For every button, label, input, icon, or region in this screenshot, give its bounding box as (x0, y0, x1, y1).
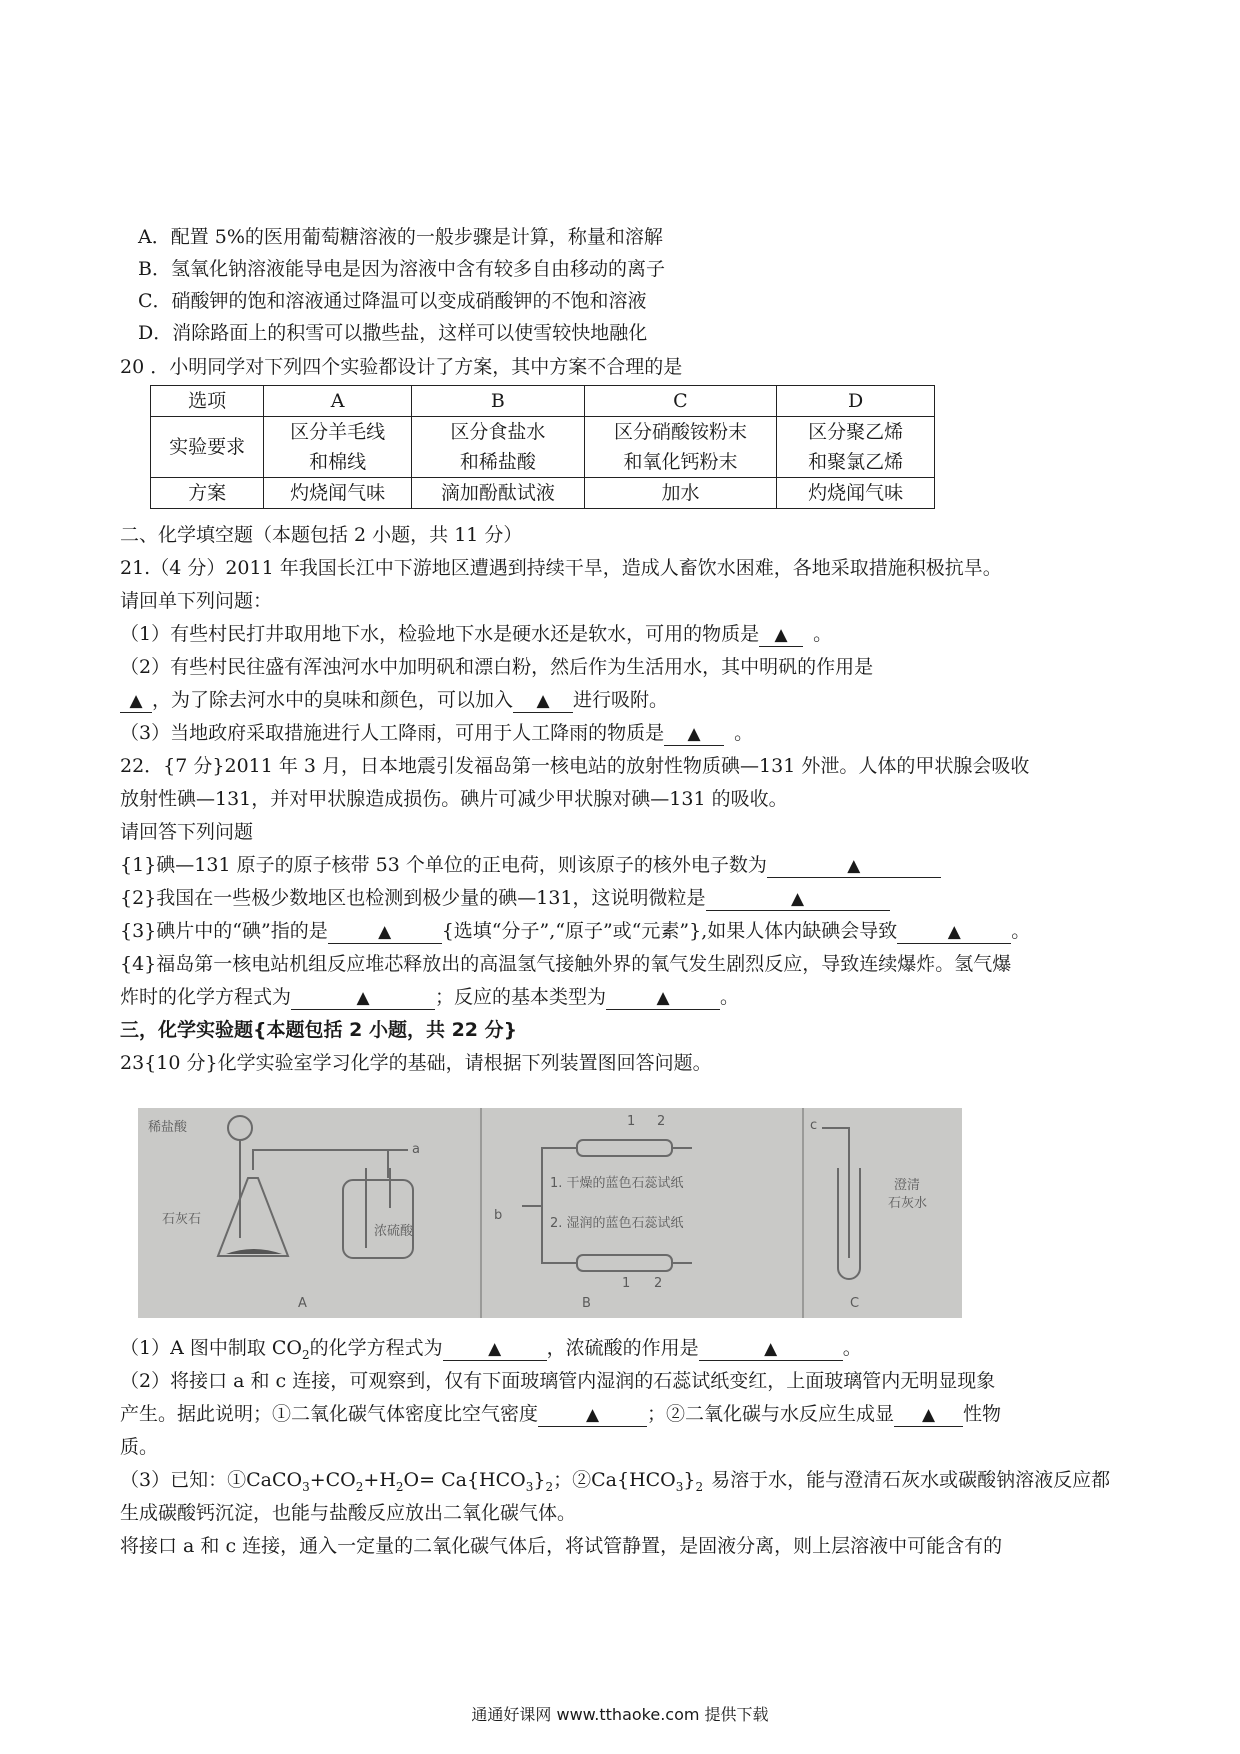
q23-part-2-cont (120, 1399, 1001, 1429)
q21-part-2-end: 进行吸附。 (573, 689, 669, 711)
answer-blank[interactable] (328, 920, 442, 944)
q23-part-4: 将接口 a 和 c 连接，通入一定量的二氧化碳气体后，将试管静置，是固液分离，则上层溶液中可能含有的 (120, 1535, 1003, 1557)
q23-part-2-text-3: 性物 (963, 1403, 1002, 1425)
q22-part-3 (120, 916, 1030, 946)
subscript: 3 (302, 1479, 310, 1494)
formula-text: （3）已知：①CaCO (120, 1469, 303, 1491)
q21-part-2: （2）有些村民往盛有浑浊河水中加明矾和漂白粉，然后作为生活用水，其中明矾的作用是 (120, 656, 874, 678)
answer-blank[interactable] (759, 623, 803, 647)
q23-part-2-text-2: ；②二氧化碳与水反应生成显 (647, 1403, 895, 1425)
fig-label: 浓硫酸 (374, 1224, 414, 1239)
answer-blank[interactable] (443, 1337, 547, 1361)
q22-part-1 (120, 850, 941, 880)
cell-line: 和稀盐酸 (459, 451, 536, 473)
fig-label: B (582, 1296, 591, 1311)
triangle-mark-icon: ▲ (129, 691, 143, 711)
section-2-heading: 二、化学填空题（本题包括 2 小题，共 11 分） (120, 524, 523, 546)
triangle-mark-icon: ▲ (774, 625, 788, 645)
subscript: 2 (545, 1479, 554, 1494)
q22-stem-2: 放射性碘—131，并对甲状腺造成损伤。碘片可减少甲状腺对碘—131 的吸收。 (120, 788, 788, 810)
q21-part-3 (120, 718, 753, 748)
page-footer: 通通好课网 www.tthaoke.com 提供下载 (471, 1705, 769, 1724)
q21-part-1-text: （1）有些村民打井取用地下水，检验地下水是硬水还是软水，可用的物质是 (120, 623, 760, 645)
q23-part-2: （2）将接口 a 和 c 连接，可观察到，仅有下面玻璃管内湿润的石蕊试纸变红，上面玻璃管内无明显现象 (120, 1370, 996, 1392)
triangle-mark-icon: ▲ (921, 1405, 936, 1425)
formula-text: +CO (309, 1469, 356, 1491)
answer-blank[interactable] (606, 986, 720, 1010)
q21-stem-2: 请回单下列问题： (120, 590, 273, 612)
answer-blank[interactable] (664, 722, 724, 746)
subscript: 3 (675, 1479, 684, 1494)
q21-part-1 (120, 619, 832, 649)
fig-label: 石灰水 (888, 1196, 928, 1211)
q21-part-1-end: 。 (813, 623, 833, 645)
q22-part-3-end: 。 (1011, 920, 1031, 942)
q21-part-3-end: 。 (734, 722, 754, 744)
cell-line: 区分硝酸铵粉末 (613, 421, 747, 443)
table-row (151, 386, 935, 417)
fig-label: A (298, 1296, 307, 1311)
fig-label: 稀盐酸 (148, 1120, 188, 1135)
q22-part-3-text: {3}碘片中的“碘”指的是 (120, 920, 328, 942)
q23-part-1 (120, 1333, 862, 1363)
subscript: 2 (355, 1479, 364, 1494)
q22-stem-3: 请回答下列问题 (120, 821, 254, 843)
table-header: C (584, 386, 776, 417)
answer-blank[interactable] (706, 887, 890, 911)
formula-text: } (533, 1469, 546, 1491)
triangle-mark-icon: ▲ (764, 1339, 778, 1359)
triangle-mark-icon: ▲ (536, 691, 550, 711)
q20-experiment-table (150, 385, 935, 509)
q23-stem: 23{10 分}化学实验室学习化学的基础，请根据下列装置图回答问题。 (120, 1052, 712, 1074)
q22-part-4-cont (120, 982, 739, 1012)
answer-blank[interactable] (291, 986, 435, 1010)
fig-label: 1 (627, 1114, 636, 1129)
triangle-mark-icon: ▲ (656, 988, 670, 1008)
formula-text: +H (363, 1469, 396, 1491)
q19-option-a: A．配置 5%的医用葡萄糖溶液的一般步骤是计算，称量和溶解 (138, 226, 663, 248)
q22-part-2-text: {2}我国在一些极少数地区也检测到极少量的碘—131，这说明微粒是 (120, 887, 706, 909)
subscript: 2 (695, 1479, 704, 1494)
fig-label: 1. 干燥的蓝色石蕊试纸 (550, 1176, 684, 1191)
table-row (151, 417, 935, 478)
table-header: 选项 (151, 386, 264, 417)
fig-label: c (810, 1118, 818, 1133)
q23-part-1-text-2: 的化学方程式为 (309, 1337, 443, 1359)
triangle-mark-icon: ▲ (847, 856, 861, 876)
q23-part-3-text: 易溶于水，能与澄清石灰水或碳酸钠溶液反应都 (711, 1469, 1111, 1491)
table-cell: 灼烧闻气味 (777, 478, 935, 509)
table-cell: 滴加酚酞试液 (412, 478, 585, 509)
table-header: B (412, 386, 585, 417)
subscript: 2 (395, 1479, 404, 1494)
apparatus-c-drawing (804, 1108, 962, 1318)
fig-label: b (494, 1208, 503, 1223)
cell-line: 和聚氯乙烯 (808, 451, 904, 473)
fig-label: 2 (654, 1276, 663, 1291)
cell-line: 和棉线 (309, 451, 367, 473)
answer-blank[interactable] (767, 854, 941, 878)
q23-part-3 (120, 1465, 1110, 1495)
apparatus-a-panel (138, 1108, 478, 1318)
triangle-mark-icon: ▲ (356, 988, 370, 1008)
triangle-mark-icon: ▲ (687, 724, 701, 744)
q22-part-3-text-2: {选填“分子”,“原子”或“元素”},如果人体内缺碘会导致 (441, 920, 898, 942)
answer-blank[interactable] (538, 1403, 647, 1427)
answer-blank[interactable] (699, 1337, 843, 1361)
answer-blank[interactable] (120, 689, 152, 713)
answer-blank[interactable] (513, 689, 573, 713)
q21-stem-1: 21.（4 分）2011 年我国长江中下游地区遭遇到持续干旱，造成人畜饮水困难，各地采取措施积极抗旱。 (120, 557, 1002, 579)
q20-stem: 20 ．小明同学对下列四个实验都设计了方案，其中方案不合理的是 (120, 356, 683, 378)
q23-part-1-end: 。 (842, 1337, 862, 1359)
table-header: A (264, 386, 412, 417)
triangle-mark-icon: ▲ (378, 922, 392, 942)
row-label: 方案 (151, 478, 264, 509)
section-3-heading: 三，化学实验题{本题包括 2 小题，共 22 分} (120, 1019, 518, 1041)
subscript: 3 (525, 1479, 534, 1494)
q23-part-1-text: （1）A 图中制取 CO (120, 1337, 303, 1359)
q22-part-2 (120, 883, 890, 913)
fig-label: a (412, 1142, 420, 1157)
cell-line: 和氧化钙粉末 (623, 451, 738, 473)
q21-part-2-cont (120, 685, 668, 715)
q22-part-1-text: {1}碘—131 原子的原子核带 53 个单位的正电荷，则该原子的核外电子数为 (120, 854, 767, 876)
q21-part-2-text: ，为了除去河水中的臭味和颜色，可以加入 (152, 689, 514, 711)
cell-line: 区分羊毛线 (290, 421, 386, 443)
answer-blank[interactable] (894, 1403, 963, 1427)
apparatus-c-panel (802, 1108, 962, 1318)
fig-label: 石灰石 (162, 1212, 202, 1227)
fig-label: C (850, 1296, 860, 1311)
q19-option-c: C．硝酸钾的饱和溶液通过降温可以变成硝酸钾的不饱和溶液 (138, 290, 647, 312)
table-cell (264, 417, 412, 478)
answer-blank[interactable] (897, 920, 1011, 944)
q19-option-d: D．消除路面上的积雪可以撒些盐，这样可以使雪较快地融化 (138, 322, 648, 344)
q23-part-1-text-3: ，浓硫酸的作用是 (546, 1337, 699, 1359)
table-cell (584, 417, 776, 478)
cell-line: 区分聚乙烯 (808, 421, 904, 443)
table-cell (777, 417, 935, 478)
q22-part-4: {4}福岛第一核电站机组反应堆芯释放出的高温氢气接触外界的氧气发生剧烈反应，导致连续爆炸。氢气爆 (120, 953, 1012, 975)
table-cell (412, 417, 585, 478)
row-label: 实验要求 (151, 417, 264, 478)
q22-part-4-text: 炸时的化学方程式为 (120, 986, 292, 1008)
triangle-mark-icon: ▲ (488, 1339, 502, 1359)
formula-text: } (683, 1469, 696, 1491)
fig-label: 澄清 (894, 1178, 921, 1193)
q22-stem-1: 22．{7 分}2011 年 3 月，日本地震引发福岛第一核电站的放射性物质碘—131 外泄。人体的甲状腺会吸收 (120, 755, 1030, 777)
fig-label: 2. 湿润的蓝色石蕊试纸 (550, 1216, 684, 1231)
cell-line: 区分食盐水 (450, 421, 546, 443)
table-cell: 灼烧闻气味 (264, 478, 412, 509)
table-cell: 加水 (584, 478, 776, 509)
subscript: 2 (302, 1347, 310, 1362)
fig-label: 2 (657, 1114, 666, 1129)
formula-text: O= Ca{HCO (403, 1469, 526, 1491)
q23-part-2-end: 质。 (120, 1436, 159, 1458)
formula-text: ；②Ca{HCO (553, 1469, 676, 1491)
triangle-mark-icon: ▲ (791, 889, 805, 909)
fig-label: 1 (622, 1276, 631, 1291)
apparatus-b-panel (480, 1108, 802, 1318)
q19-option-b: B．氢氧化钠溶液能导电是因为溶液中含有较多自由移动的离子 (138, 258, 665, 280)
apparatus-figure (138, 1108, 960, 1318)
q21-part-3-text: （3）当地政府采取措施进行人工降雨，可用于人工降雨的物质是 (120, 722, 665, 744)
q23-part-3-cont: 生成碳酸钙沉淀，也能与盐酸反应放出二氧化碳气体。 (120, 1502, 577, 1524)
table-row (151, 478, 935, 509)
q22-part-4-end: 。 (720, 986, 740, 1008)
triangle-mark-icon: ▲ (947, 922, 961, 942)
q23-part-2-text: 产生。据此说明；①二氧化碳气体密度比空气密度 (120, 1403, 539, 1425)
triangle-mark-icon: ▲ (585, 1405, 600, 1425)
table-header: D (777, 386, 935, 417)
q22-part-4-text-2: ；反应的基本类型为 (435, 986, 607, 1008)
